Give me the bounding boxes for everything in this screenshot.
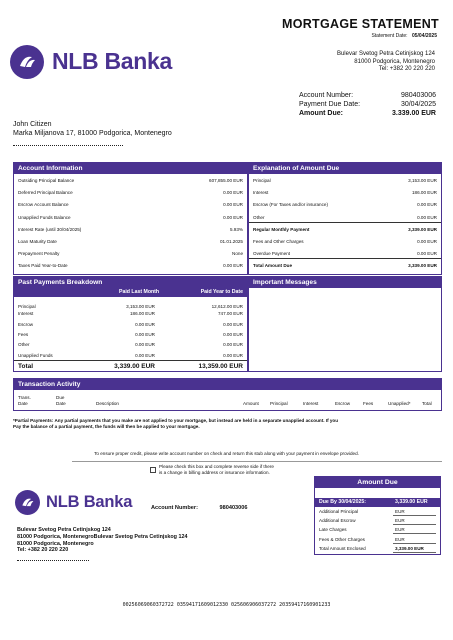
stub-amount-row [315, 537, 440, 543]
stub-instruction: To ensure proper credit, please write account number on check and return this stub along with your payment in envelope provided. [94, 451, 359, 456]
row-value: EUR [395, 509, 405, 514]
row-label: Total Amount Due [253, 263, 293, 269]
row-underline [249, 258, 441, 259]
micr-line: 00256069060372722 03594171609012330 025606906037272 20359417160901233 [122, 602, 331, 608]
stub-amount-due-panel [314, 476, 441, 555]
row-value: 0.00 EUR [223, 263, 243, 269]
col-amount: Amount [243, 401, 259, 406]
row-value: 0.00 EUR [223, 202, 243, 208]
stub-address: Bulevar Svetog Petra Cetinjskog 124 81000 Podgorica, MontenegroBulevar Svetog Petra Cetinjskog 124 81000 Podgorica, Montenegro Tel: +382 20 220 220 [17, 527, 188, 554]
transaction-title: Transaction Activity [14, 379, 441, 390]
row-label: Interest [253, 190, 269, 196]
statement-title: MORTGAGE STATEMENT [281, 17, 439, 31]
row-label: Fees & Other Charges [319, 536, 365, 542]
past-payments-cell-label: Interest [18, 311, 34, 316]
past-payments-panel [13, 276, 248, 372]
row-label: Regular Monthly Payment [253, 226, 310, 232]
past-payments-col-header: Paid Last Month Paid Year to Date [14, 288, 247, 297]
logo-mark-icon [10, 45, 44, 79]
row-underline [393, 524, 436, 525]
row-label: Interest Rate (until 30/04/2025) [18, 226, 82, 232]
past-payments-cell-ytd: 0.00 EUR [223, 332, 243, 337]
row-value: 0.00 EUR [417, 239, 437, 244]
past-payments-cell-last: 0.00 EUR [135, 353, 155, 358]
row-label: Additional Principal [319, 509, 359, 514]
past-payments-cell-last: 186.00 EUR [129, 311, 155, 316]
row-value: 3,153.00 EUR [408, 178, 437, 183]
past-payments-total-row: Total 3,339.00 EUR 13,359.00 EUR [18, 363, 243, 370]
row-underline [249, 222, 441, 223]
row-label: Taxes Paid Year-to-Date [18, 263, 68, 269]
account-info-row [14, 202, 247, 208]
account-info-row [14, 263, 247, 269]
stub-logo-mark-icon [15, 490, 40, 515]
row-value: None [232, 251, 243, 257]
past-payments-row [14, 322, 247, 328]
row-label: Late Charges [319, 527, 347, 533]
account-info-row [14, 251, 247, 257]
past-payments-row [14, 353, 247, 359]
row-value: EUR [395, 518, 405, 524]
important-messages-title: Important Messages [249, 277, 441, 288]
past-payments-row [14, 332, 247, 338]
transaction-panel [13, 378, 442, 411]
past-payments-cell-label: Other [18, 342, 30, 347]
row-label: Loan Maturity Date [18, 239, 57, 244]
past-payments-cell-ytd: 0.00 EUR [223, 353, 243, 358]
row-value: 01.01.2025 [220, 239, 243, 244]
customer-address: Marka Miljanova 17, 81000 Podgorica, Montenegro [13, 130, 172, 137]
customer-block [13, 120, 172, 138]
important-messages-panel [248, 276, 442, 372]
past-payments-cell-ytd: 0.00 EUR [223, 322, 243, 327]
row-label: Escrow Account Balance [18, 202, 69, 208]
row-value: 0.00 EUR [223, 214, 243, 220]
col-description: Description [96, 401, 119, 406]
row-label: Overdue Payment [253, 251, 291, 257]
row-underline [393, 533, 436, 534]
row-value: 186.00 EUR [411, 190, 437, 196]
row-label: Additional Escrow [319, 518, 356, 524]
col-due-date: Due Date [56, 395, 66, 406]
stub-amount-row [315, 509, 440, 515]
explanation-row [249, 178, 441, 184]
col-total: Total [422, 401, 432, 406]
account-info-title: Account Information [14, 163, 247, 174]
explanation-panel [248, 162, 442, 275]
explanation-row [249, 227, 441, 233]
bank-logo [10, 44, 180, 80]
explanation-row [249, 215, 441, 221]
account-info-row [14, 178, 247, 184]
past-payments-cell-label: Unapplied Funds [18, 353, 53, 358]
past-payments-cell-last: 3,153.00 EUR [126, 304, 155, 309]
past-payments-cell-label: Fees [18, 332, 29, 337]
account-info-panel [13, 162, 248, 275]
row-underline [393, 552, 436, 553]
row-label: Total Amount Enclosed [319, 545, 366, 551]
account-summary: Account Number: 980403006 Payment Due Date: 30/04/2025 Amount Due: 3.339.00 EUR [299, 92, 436, 117]
row-underline [393, 543, 436, 544]
stub-cut-line [72, 461, 442, 462]
col-trans-date: Trans. Date [18, 395, 31, 406]
past-payments-row [14, 342, 247, 348]
col-unapplied: Unapplied* [388, 401, 411, 406]
past-payments-cell-ytd: 0.00 EUR [223, 342, 243, 347]
row-label: Principal [253, 178, 271, 183]
bank-address: Bulevar Svetog Petra Cetinjskog 124 81000 Podgorica, Montenegro Tel: +382 20 220 220 [336, 51, 435, 73]
past-payments-cell-last: 0.00 EUR [135, 332, 155, 337]
account-info-row [14, 227, 247, 233]
address-change-note: Please check this box and complete reverse side if there is a change in billing address or insurance information. [159, 464, 274, 475]
stub-amount-row [315, 518, 440, 524]
stub-logo-text: NLB Banka [46, 493, 133, 511]
row-value: 0.00 EUR [417, 202, 437, 208]
row-value: EUR [395, 527, 405, 533]
explanation-row [249, 239, 441, 245]
past-payments-cell-last: 0.00 EUR [135, 342, 155, 347]
row-label: Prepayment Penalty [18, 251, 60, 257]
row-value: 0.00 EUR [223, 190, 243, 196]
past-payments-total-divider [14, 360, 247, 361]
logo-text: NLB Banka [52, 48, 172, 74]
col-interest: Interest [303, 401, 319, 406]
explanation-row [249, 251, 441, 257]
past-payments-cell-ytd: 747.00 EUR [217, 311, 243, 316]
past-payments-title: Past Payments Breakdown [14, 277, 247, 288]
col-escrow: Escrow [335, 401, 351, 406]
explanation-row [249, 263, 441, 269]
stub-bank-logo [15, 490, 145, 516]
stub-amount-row [315, 546, 440, 552]
row-label: Unapplied Funds Balance [18, 214, 71, 220]
past-payments-cell-ytd: 12,612.00 EUR [211, 304, 243, 309]
row-value: 5.93% [229, 226, 243, 232]
row-value: 0.00 EUR [417, 251, 437, 257]
row-underline [393, 515, 436, 516]
row-value: 3,339.00 EUR [408, 263, 437, 269]
col-fees: Fees [363, 401, 374, 406]
explanation-title: Explanation of Amount Due [249, 163, 441, 174]
statement-date: Statement Date: 05/04/2025 [371, 33, 437, 39]
past-payments-row [14, 311, 247, 317]
partial-payments-note: *Partial Payments: Any partial payments that you make are not applied to your mortgage, but instead are held in a separate unapplied account. If you Pay the balance of a partial payment, the funds will then be applied to your mortgage. [13, 418, 339, 429]
past-payments-cell-label: Principal [18, 304, 36, 309]
address-change-checkbox[interactable] [150, 467, 156, 473]
account-info-row [14, 190, 247, 196]
explanation-row [249, 202, 441, 208]
stub-amount-due-title: Amount Due [315, 477, 440, 488]
account-info-row [14, 239, 247, 245]
customer-name: John Citizen [13, 121, 52, 128]
past-payments-cell-last: 0.00 EUR [135, 322, 155, 327]
row-value: 0.00 EUR [417, 214, 437, 220]
past-payments-row [14, 304, 247, 310]
row-value: EUR [395, 536, 405, 542]
scribble-line [13, 142, 123, 146]
past-payments-cell-label: Escrow [18, 322, 34, 327]
row-label: Outsiding Principal Balance [18, 178, 75, 183]
account-info-row [14, 215, 247, 221]
explanation-row [249, 190, 441, 196]
row-label: Escrow (For Taxes and/or insurance) [253, 202, 328, 208]
stub-scribble-line [17, 557, 89, 561]
row-value: 3,339.00 EUR [408, 226, 437, 232]
row-value: 607,855.00 EUR [209, 178, 243, 183]
row-label: Other [253, 214, 265, 220]
col-principal: Principal [270, 401, 288, 406]
stub-account-number: Account Number: 980403006 [151, 505, 248, 511]
stub-amount-row [315, 527, 440, 533]
row-label: Deferred Principal Balance [18, 190, 73, 196]
stub-due-by-row: Due By 30/04/2025: 3,339.00 EUR [315, 498, 440, 507]
row-label: Fees and Other Charges [253, 239, 304, 244]
row-value: 3,339.00 EUR [395, 545, 424, 551]
